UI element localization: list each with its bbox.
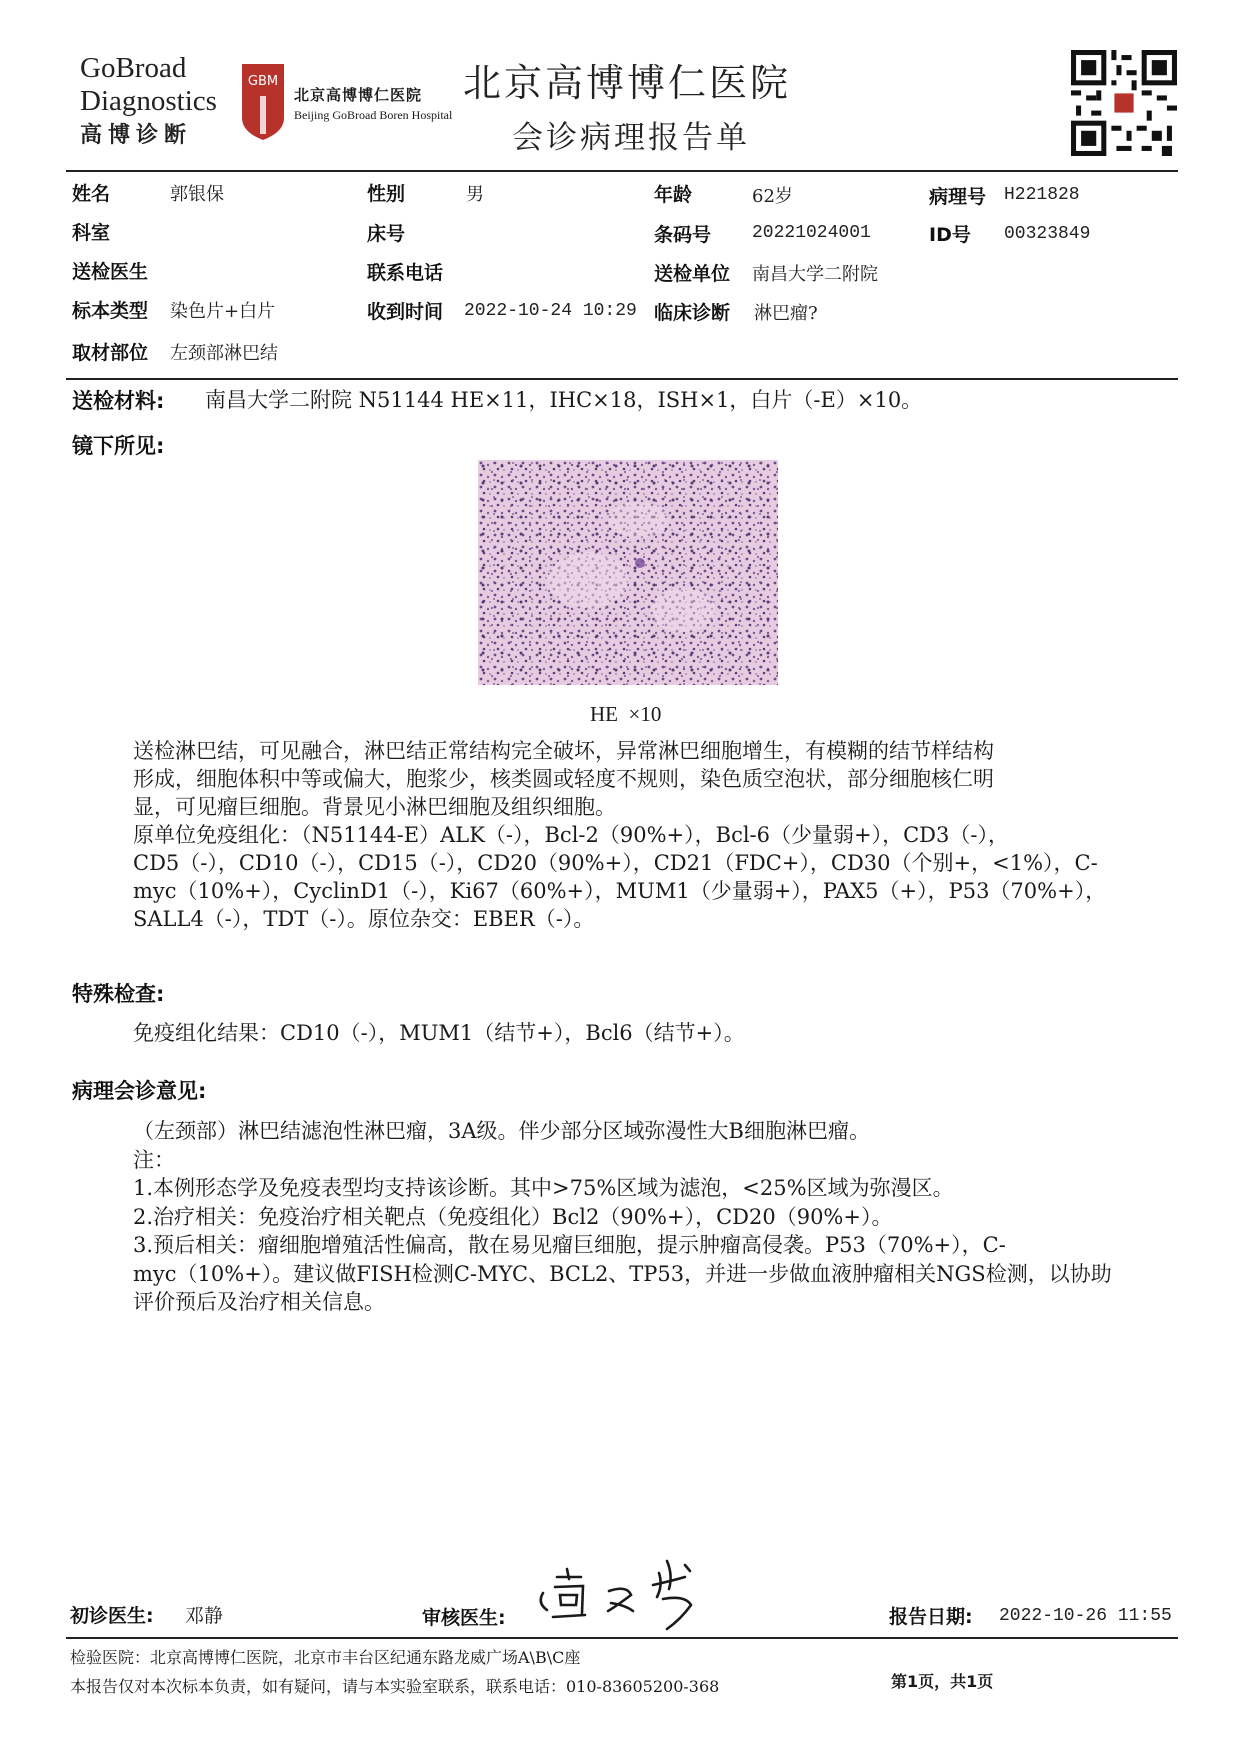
opinion-text — [133, 1117, 1112, 1317]
materials-text: 南昌大学二附院 N51144 HE×11，IHC×18，ISH×1，白片（-E）×10。 — [205, 388, 923, 412]
gbm-shield-icon — [240, 62, 286, 142]
microscopy-label: 镜下所见: — [72, 434, 165, 458]
microscopy-line: 显，可见瘤巨细胞。背景见小淋巴细胞及组织细胞。 — [133, 795, 616, 819]
microscopy-paragraph-2 — [133, 821, 1106, 933]
micrograph-caption: HE ×10 — [590, 702, 662, 726]
clinical-label: 临床诊断 — [654, 302, 731, 324]
specimen-value: 染色片+白片 — [170, 301, 276, 322]
footer-address: 检验医院：北京高博博仁医院，北京市丰台区纪通东路龙威广场A\B\C座 — [70, 1648, 581, 1667]
hospital-name-en: Beijing GoBroad Boren Hospital — [294, 108, 453, 122]
review-signature — [535, 1555, 710, 1635]
report-subtitle: 会诊病理报告单 — [512, 120, 750, 156]
bed-label: 床号 — [367, 223, 406, 245]
opinion-line: myc（10%+）。建议做FISH检测C-MYC、BCL2、TP53，并进一步做血液肿瘤相关NGS检测，以协助 — [133, 1261, 1112, 1286]
age-value: 62岁 — [752, 186, 793, 207]
barcode-value: 20221024001 — [752, 223, 871, 243]
sex-label: 性别 — [367, 183, 406, 205]
name-value: 郭银保 — [170, 184, 224, 205]
hospital-name-cn: 北京高博博仁医院 — [294, 86, 423, 104]
clinical-value: 淋巴瘤? — [754, 303, 818, 324]
opinion-line: 2.治疗相关：免疫治疗相关靶点（免疫组化）Bcl2（90%+），CD20（90%+）。 — [133, 1204, 893, 1229]
microscopy-line: 送检淋巴结，可见融合，淋巴结正常结构完全破坏，异常淋巴细胞增生，有模糊的结节样结构 — [133, 739, 994, 763]
unit-value: 南昌大学二附院 — [752, 264, 878, 285]
special-label: 特殊检查: — [72, 982, 165, 1006]
qr-code-icon — [1071, 50, 1177, 156]
report-hospital-title: 北京高博博仁医院 — [463, 61, 792, 105]
pathology-no-label: 病理号 — [929, 186, 987, 208]
specimen-label: 标本类型 — [72, 300, 149, 322]
logo-cn: 高博诊断 — [80, 122, 193, 147]
logo-line-2: Diagnostics — [80, 85, 217, 117]
report-date-value: 2022-10-26 11:55 — [999, 1606, 1172, 1626]
microscopy-line: 形成，细胞体积中等或偏大，胞浆少，核类圆或轻度不规则，染色质空泡状，部分细胞核仁明 — [133, 767, 994, 791]
footer-note: 本报告仅对本次标本负责，如有疑问，请与本实验室联系，联系电话：010-83605200-368 — [70, 1677, 720, 1696]
received-value: 2022-10-24 10:29 — [464, 301, 637, 321]
id-label: ID号 — [929, 224, 971, 246]
opinion-label: 病理会诊意见: — [72, 1079, 207, 1103]
phone-label: 联系电话 — [367, 262, 444, 284]
info-divider — [66, 378, 1178, 380]
site-value: 左颈部淋巴结 — [170, 343, 278, 364]
special-text: 免疫组化结果：CD10（-），MUM1（结节+），Bcl6（结节+）。 — [133, 1021, 745, 1045]
age-label: 年龄 — [654, 184, 693, 206]
ihc-line: SALL4（-），TDT（-）。原位杂交：EBER（-）。 — [133, 907, 595, 931]
opinion-line: 1.本例形态学及免疫表型均支持该诊断。其中>75%区域为滤泡，<25%区域为弥漫区。 — [133, 1176, 954, 1200]
materials-label: 送检材料: — [72, 389, 165, 413]
name-label: 姓名 — [72, 183, 111, 205]
he-micrograph-image — [478, 460, 778, 685]
pathology-no-value: H221828 — [1004, 185, 1080, 205]
site-label: 取材部位 — [72, 342, 149, 364]
logo-line-1: GoBroad — [80, 52, 187, 84]
initial-doctor-value: 邓静 — [185, 1605, 224, 1627]
opinion-line: （左颈部）淋巴结滤泡性淋巴瘤，3A级。伴少部分区域弥漫性大B细胞淋巴瘤。 — [133, 1119, 870, 1143]
ihc-line: CD5（-），CD10（-），CD15（-），CD20（90%+），CD21（FDC+），CD30（个别+，<1%），C- — [133, 851, 1098, 875]
id-value: 00323849 — [1004, 224, 1091, 244]
opinion-line: 3.预后相关：瘤细胞增殖活性偏高，散在易见瘤巨细胞，提示肿瘤高侵袭。P53（70%+），C- — [133, 1233, 1006, 1257]
report-date-label: 报告日期: — [889, 1606, 973, 1628]
opinion-line: 注： — [133, 1147, 175, 1172]
microscopy-paragraph-1 — [133, 737, 994, 821]
review-doctor-label: 审核医生: — [422, 1607, 506, 1629]
unit-label: 送检单位 — [654, 263, 731, 285]
logo-gobroad — [80, 52, 217, 151]
ihc-line: 原单位免疫组化：（N51144-E）ALK（-），Bcl-2（90%+），Bcl-6（少量弱+），CD3（-）， — [133, 823, 1009, 847]
header-divider — [66, 170, 1178, 172]
ihc-line: myc（10%+），CyclinD1（-），Ki67（60%+），MUM1（少量弱+），PAX5（+），P53（70%+）， — [133, 879, 1107, 903]
sex-value: 男 — [466, 184, 484, 205]
doctor-label: 送检医生 — [72, 261, 149, 283]
opinion-line: 评价预后及治疗相关信息。 — [133, 1290, 385, 1314]
dept-label: 科室 — [72, 222, 111, 244]
barcode-label: 条码号 — [654, 224, 712, 246]
footer-page: 第1页，共1页 — [891, 1672, 994, 1691]
initial-doctor-label: 初诊医生: — [70, 1605, 154, 1627]
footer-divider — [66, 1637, 1178, 1639]
gbm-badge-text: GBM — [247, 74, 279, 89]
received-label: 收到时间 — [367, 301, 444, 323]
